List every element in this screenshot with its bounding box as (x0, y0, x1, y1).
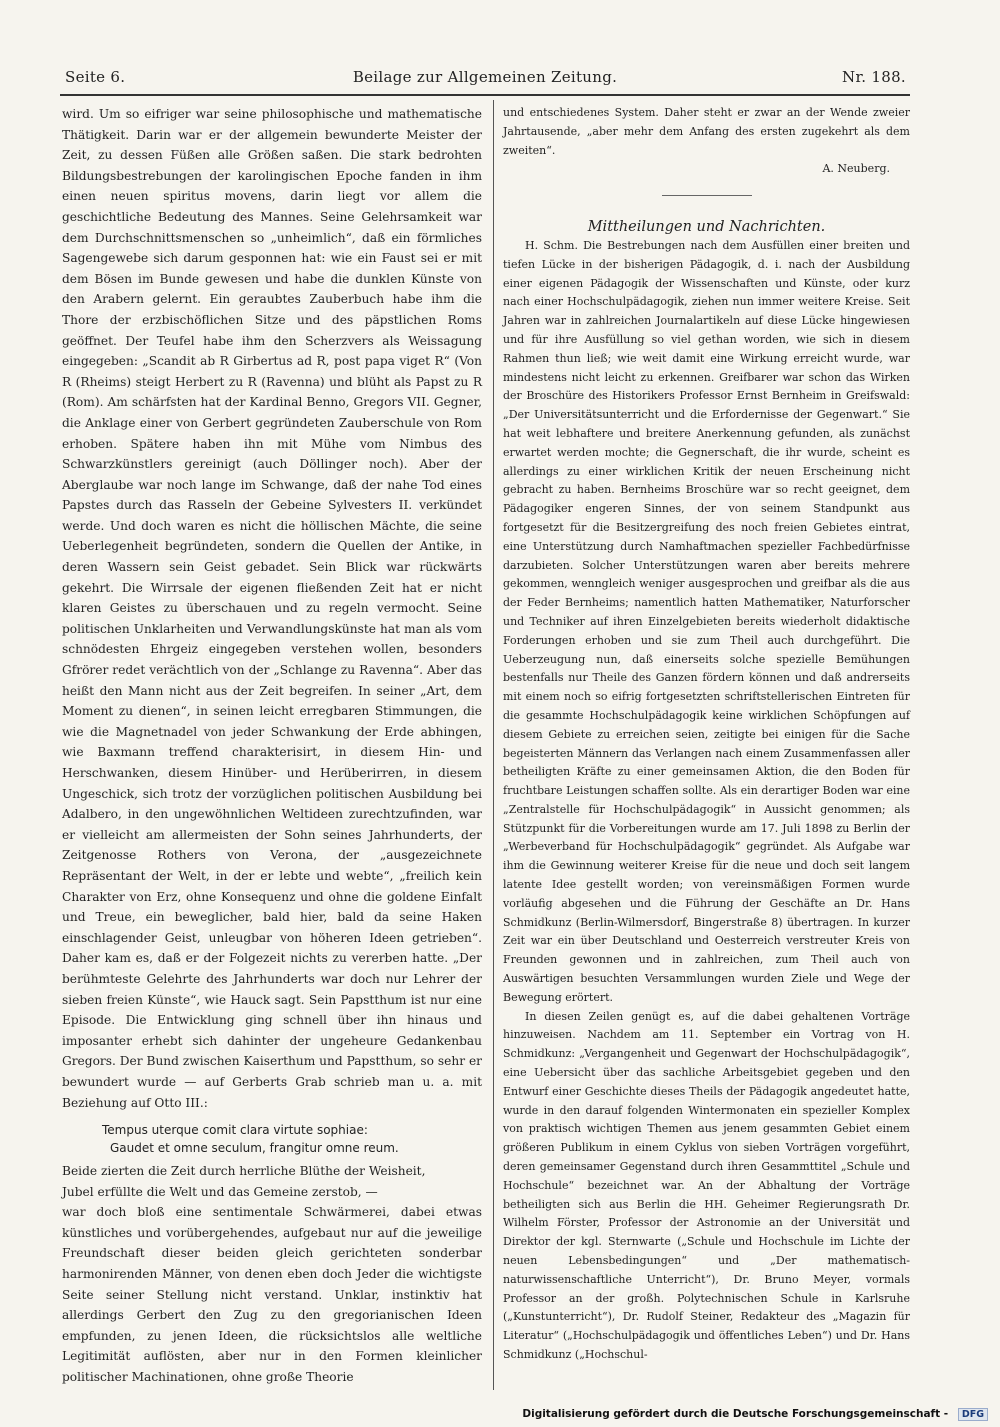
verse-line-2: Jubel erfüllte die Welt und das Gemeine zerstob, — (62, 1184, 378, 1199)
verse-line-1: Beide zierten die Zeit durch herrliche Blüthe der Weisheit, (62, 1164, 426, 1179)
latin-line-1: Tempus uterque comit clara virtute sophiae: (102, 1123, 368, 1138)
article-paragraph: war doch bloß eine sentimentale Schwärmerei, dabei etwas künstliches und vorübergehendes, aufgebaut nur auf die jeweilige Freundschaft dieser beiden gleich gerichteten sonderbar harmonirenden Männer, von denen eben doch Jeder die wichtigste Seite seiner Stellung nicht verstand. Unklar, instinktiv hat allerdings Gerbert den Zug zu den gregorianischen Ideen empfunden, zu jenen Ideen, die rücksichtslos alle weltliche Legitimität auflösten, aber nur in den Formen kleinlicher politischer Machinationen, ohne große Theorie (62, 1205, 482, 1385)
digitization-credit (522, 1408, 988, 1421)
page-number: Seite 6. (65, 68, 126, 86)
section-title: Mittheilungen und Nachrichten. (587, 219, 826, 236)
header-rule (60, 94, 910, 96)
article-paragraph: und entschiedenes System. Daher steht er zwar an der Wende zweier Jahrtausende, „aber mehr dem Anfang des ersten zugekehrt als dem zweiten“. (503, 106, 910, 157)
section-divider (662, 195, 752, 196)
latin-line-2: Gaudet et omne seculum, frangitur omne reum. (110, 1141, 399, 1156)
credit-text: Digitalisierung gefördert durch die Deutsche Forschungsgemeinschaft - (522, 1408, 949, 1420)
article-paragraph: H. Schm. Die Bestrebungen nach dem Ausfüllen einer breiten und tiefen Lücke in der bisherigen Pädagogik, d. i. nach der Ausbildung einer eigenen Pädagogik der Wissenschaften und Künste, oder kurz nach einer Hochschulpädagogik, ziehen nun immer weitere Kreise. Seit Jahren war in zahlreichen Journalartikeln auf diese Lücke hingewiesen und für ihre Ausfüllung so viel gethan worden, wie sich in diesem Rahmen thun ließ; wie weit damit eine Wirkung erreicht wurde, war mindestens nicht leicht zu erkennen. Greifbarer war schon das Wirken der Broschüre des Historikers Professor Ernst Bernheim in Greifswald: „Der Universitätsunterricht und die Erfordernisse der Gegenwart.“ Sie hat weit lebhaftere und breitere Anerkennung gefunden, als zunächst erwartet werden mochte; die Gegnerschaft, die ihr wurde, scheint es allerdings zu einer wirklichen Kritik der neuen Erscheinung nicht gebracht zu haben. Bernheims Broschüre war so recht geeignet, dem Pädagogiker engeren Sinnes, der von seinem Standpunkt aus fortgesetzt für die Besitzergreifung des noch freien Gebietes eintrat, eine Unterstützung durch Namhaftmachen spezieller Fachbedürfnisse darzubieten. Solcher Unterstützungen waren aber bereits mehrere gekommen, wenngleich weniger ausgesprochen und greifbar als die aus der Feder Bernheims; namentlich hatten Mathematiker, Naturforscher und Techniker auf ihren Einzelgebieten bereits wiederholt didaktische Forderungen erhoben und sie zum Theil auch durchgeführt. Die Ueberzeugung nun, daß einerseits solche spezielle Bemühungen bestenfalls nur Theile des Ganzen fördern können und daß andrerseits mit einem noch so eifrig fortgesetzten schriftstellerischen Eintreten für die gesammte Hochschulpädagogik keine wirklichen Schöpfungen auf diesem Gebiete zu erreichen seien, zeitigte bei einigen für die Sache begeisterten Männern das Verlangen nach einem Zusammenfassen aller betheiligten Kräfte zu einer gemeinsamen Aktion, die den Boden für fruchtbare Leistungen schaffen sollte. Als ein derartiger Boden war eine „Zentralstelle für Hochschulpädagogik“ in Aussicht genommen; als Stützpunkt für die Vorbereitungen wurde am 17. Juli 1898 zu Berlin der „Werbeverband für Hochschulpädagogik“ gegründet. Als Aufgabe war ihm die Gewinnung weiterer Kreise für die neue und doch seit langem latente Idee gestellt worden; von vereinsmäßigen Formen wurde vorläufig abgesehen und die Führung der Geschäfte an Dr. Hans Schmidkunz (Berlin-Wilmersdorf, Bingerstraße 8) übertragen. In kurzer Zeit war ein über Deutschland und Oesterreich verstreuter Kreis von Freunden gewonnen und in zahlreichen, zum Theil auch von Auswärtigen besuchten Versammlungen wurden Ziele und Wege der Bewegung erörtert. (503, 238, 910, 1004)
author-signature: A. Neuberg. (822, 162, 890, 176)
article-paragraph: In diesen Zeilen genügt es, auf die dabei gehaltenen Vorträge hinzuweisen. Nachdem am 11. September ein Vortrag von H. Schmidkunz: „Vergangenheit und Gegenwart der Hochschulpädagogik“, eine Uebersicht über das sachliche Arbeitsgebiet gegeben und den Entwurf einer Geschichte dieses Theils der Pädagogik angedeutet hatte, wurde in den darauf folgenden Wintermonaten ein spezieller Komplex von praktisch wichtigen Themen aus jenem gesammten Gebiet einem größeren Publikum in einem Cyklus von sieben Vorträgen vorgeführt, deren gemeinsamer Gegenstand durch ihren Gesammttitel „Schule und Hochschule“ bezeichnet war. An der Abhaltung der Vorträge betheiligten sich aus Berlin die HH. Geheimer Regierungsrath Dr. Wilhelm Förster, Professor der Astronomie an der Universität und Direktor der kgl. Sternwarte („Schule und Hochschule im Lichte der neuen Lebensbedingungen“ und „Der mathematisch-naturwissenschaftliche Unterricht“), Dr. Bruno Meyer, vormals Professor an der großh. Polytechnischen Schule in Karlsruhe („Kunstunterricht“), Dr. Rudolf Steiner, Redakteur des „Magazin für Literatur“ („Hochschulpädagogik und öffentliches Leben“) und Dr. Hans Schmidkunz („Hochschul- (503, 1009, 910, 1361)
column-divider (493, 100, 494, 1390)
latin-quote (102, 1121, 482, 1157)
dfg-logo: DFG (958, 1408, 988, 1421)
issue-number: Nr. 188. (842, 68, 906, 86)
article-paragraph: wird. Um so eifriger war seine philosophische und mathematische Thätigkeit. Darin war er der allgemein bewunderte Meister der Zeit, zu dessen Füßen alle Größen saßen. Die stark bedrohten Bildungsbestrebungen der karolingischen Epoche fanden in ihm einen neuen spiritus movens, darin liegt vor allem die geschichtliche Bedeutung des Mannes. Seine Gelehrsamkeit war dem Durchschnittsmenschen so „unheimlich“, daß ein förmliches Sagengewebe sich darum gesponnen hat: wie ein Faust sei er mit dem Bösen im Bunde gewesen und habe die dunklen Künste von den Arabern gelernt. Ein geraubtes Zauberbuch habe ihm die Thore der erzbischöflichen Sitze und des päpstlichen Roms geöffnet. Der Teufel habe ihm den Scherzvers als Weissagung eingegeben: „Scandit ab R Girbertus ad R, post papa viget R“ (Von R (Rheims) steigt Herbert zu R (Ravenna) und blüht als Papst zu R (Rom). Am schärfsten hat der Kardinal Benno, Gregors VII. Gegner, die Anklage einer von Gerbert gegründeten Zauberschule von Rom erhoben. Spätere haben ihn mit Mühe vom Nimbus des Schwarzkünstlers gereinigt (auch Döllinger noch). Aber der Aberglaube war noch lange im Schwange, daß der nahe Tod eines Papstes durch das Rasseln der Gebeine Sylvesters II. verkündet werde. Und doch waren es nicht die höllischen Mächte, die seine Ueberlegenheit begründeten, sondern die Quellen der Antike, in deren Wassern sein Geist gebadet. Sein Blick war rückwärts gekehrt. Die Wirrsale der eigenen fließenden Zeit hat er nicht klaren Geistes zu überschauen und zu regeln vermocht. Seine politischen Unklarheiten und Verwandlungskünste hat man als vom schnödesten Ehrgeiz eingegeben verstehen wollen, besonders Gfrörer redet verächtlich von der „Schlange zu Ravenna“. Aber das heißt den Mann nicht aus der Zeit begreifen. In seiner „Art, dem Moment zu dienen“, in seinen leicht erregbaren Stimmungen, die wie die Magnetnadel von jeder Schwankung der Erde abhingen, wie Baxmann treffend charakterisirt, in diesem Hin- und Herschwanken, diesem Hinüber- und Herüberirren, in diesem Ungeschick, sich trotz der vorzüglichen politischen Ausbildung bei Adalbero, in den ungewöhnlichen Weltideen zurechtzufinden, war er vielleicht am allermeisten der Sohn seines Jahrhunderts, der Zeitgenosse Rothers von Verona, der „ausgezeichnete Repräsentant der Welt, in der er lebte und webte“, „freilich kein Charakter von Erz, ohne Konsequenz und ohne die goldene Einfalt und Treue, ein beweglicher, bald hier, bald da seine Haken einschlagender Geist, unleugbar von höheren Ideen getrieben“. Daher kam es, daß er der Folgezeit nichts zu vererben hatte. „Der berühmteste Gelehrte des Jahrhunderts war doch nur Lehrer der sieben freien Künste“, wie Hauck sagt. Sein Papstthum ist nur eine Episode. Die Entwicklung ging schnell über ihn hinaus und imposanter erhebt sich dahinter der ungeheure Gedankenbau Gregors. Der Bund zwischen Kaiserthum und Papstthum, so sehr er bewundert wurde — auf Gerberts Grab schrieb man u. a. mit Beziehung auf Otto III.: (62, 107, 482, 1110)
supplement-title: Beilage zur Allgemeinen Zeitung. (352, 68, 618, 86)
left-column (62, 104, 482, 1388)
page-header (60, 62, 910, 90)
right-column (503, 104, 910, 1365)
